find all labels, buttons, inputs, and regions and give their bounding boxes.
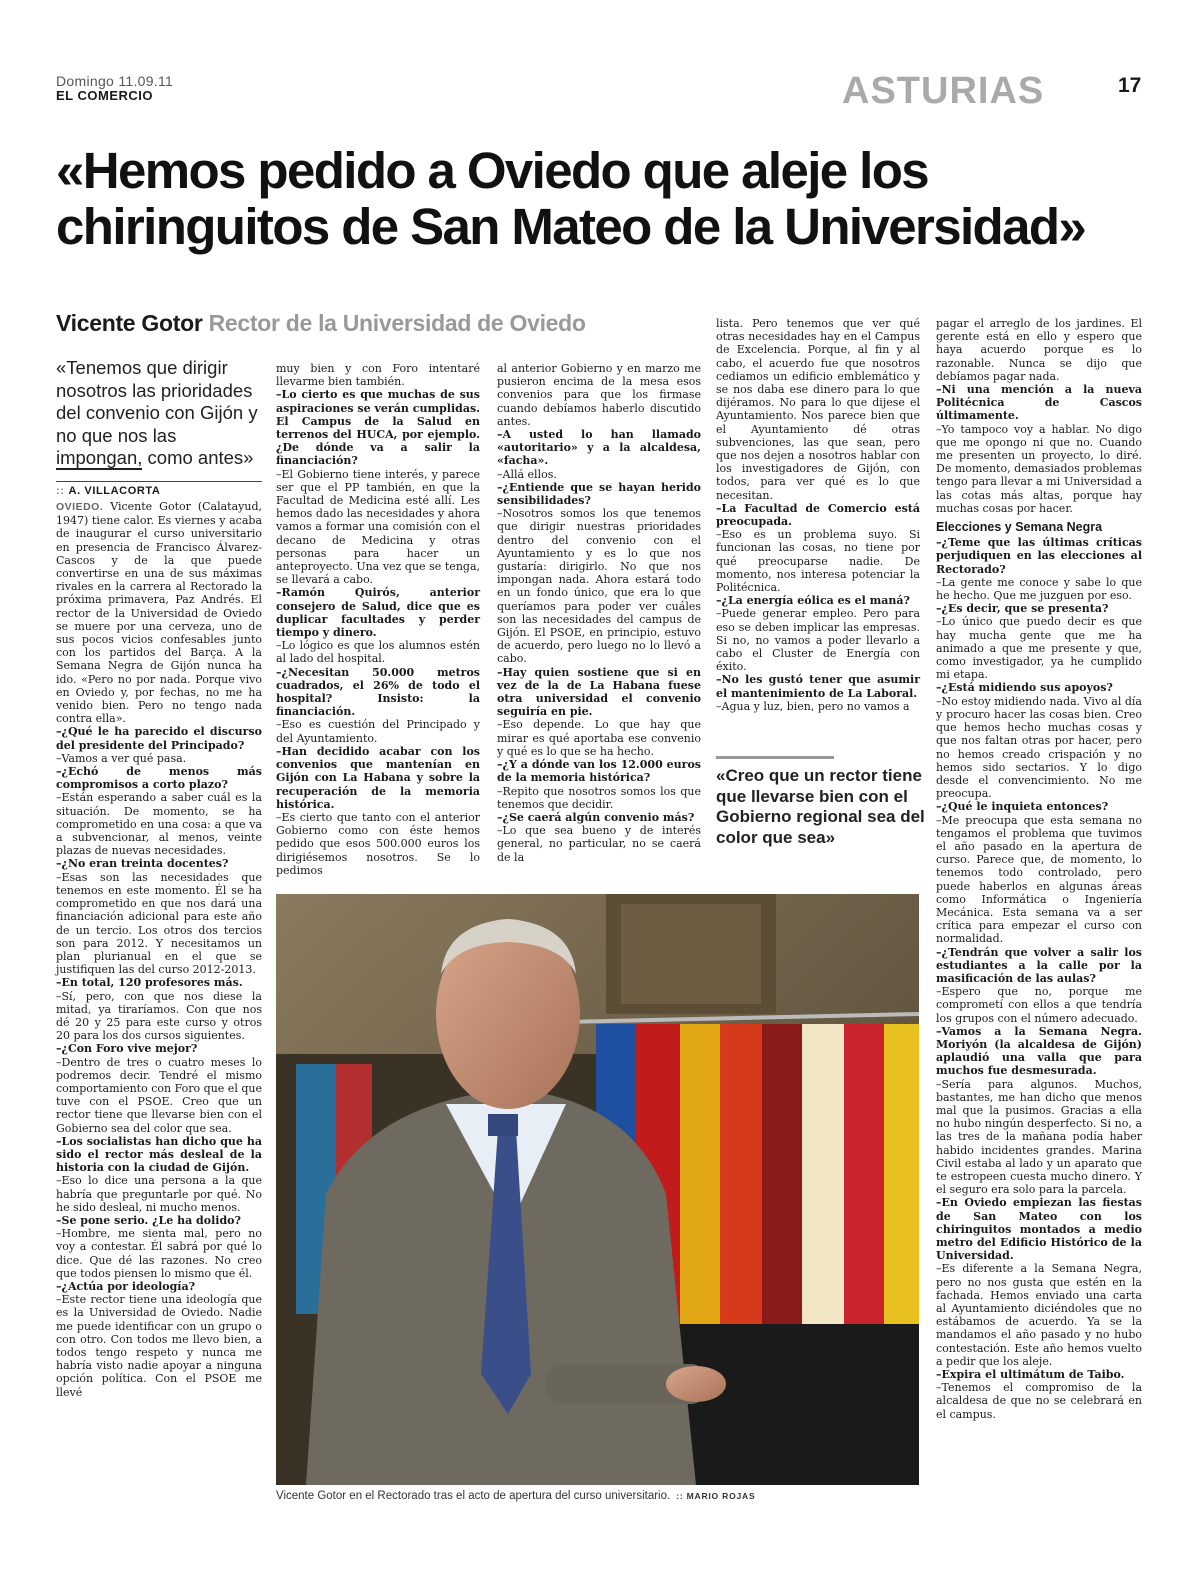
interview-paragraph: –Lo que sea bueno y de interés general, no particular, no se caerá de la (497, 824, 701, 864)
photo-caption (276, 1490, 919, 1502)
interview-paragraph: –Tenemos el compromiso de la alcaldesa de que no se celebrará en el campus. (936, 1381, 1142, 1421)
interview-question: –¿Qué le inquieta entonces? (936, 800, 1109, 814)
interview-paragraph: –Nosotros somos los que tenemos que dirigir nuestras prioridades dentro del convenio con el Ayuntamiento y es lo que nos gustaría: dirigirlo. No que nos impongan nada. Ahora estará todo en un fondo único, que era lo que queríamos para poder ver cuáles son las necesidades del campus de Gijón. El PSOE, en principio, estuvo de acuerdo, pero luego no lo llevó a cabo. (497, 507, 701, 666)
interview-paragraph: –Es cierto que tanto con el anterior Gobierno como con éste hemos pedido que esos 500.000 euros los dirigiésemos nosotros. Se lo pedimos (276, 810, 480, 877)
interview-paragraph: –Yo tampoco voy a hablar. No digo que me opongo ni que no. Cuando me presenten un proyecto, lo diré. De momento, demasiados problemas tengo para llevar a mi Universidad a las cotas más altas, porque hay muchas cosas por hacer. (936, 422, 1142, 515)
interview-question: –¿Echó de menos más compromisos a corto plazo? (56, 765, 262, 792)
interview-question: –En Oviedo empiezan las fiestas de San Mateo con los chiringuitos montados a medio metro del Edificio Histórico de la Universidad. (936, 1196, 1142, 1263)
interview-paragraph: –Eso lo dice una persona a la que habría que preguntarle por qué. No he sido desleal, ni mucho menos. (56, 1174, 262, 1214)
caption-text: Vicente Gotor en el Rectorado tras el acto de apertura del curso universitario. (276, 1490, 671, 1502)
interview-question: –¿Teme que las últimas críticas perjudiquen en las elecciones al Rectorado? (936, 536, 1142, 576)
interview-question: –Han decidido acabar con los convenios que mantenían en Gijón con La Habana y sobre la recuperación de la memoria histórica. (276, 744, 480, 811)
photo-credit (676, 1491, 755, 1501)
interview-question: –Los socialistas han dicho que ha sido el rector más desleal de la historia con la ciudad de Gijón. (56, 1134, 262, 1175)
dateline-city: OVIEDO. (56, 501, 104, 513)
article-column-2 (276, 362, 480, 877)
interview-paragraph: –Espero que no, porque me comprometí con ellos a que tendría los grupos con el número adecuado. (936, 985, 1142, 1025)
interview-paragraph: –La gente me conoce y sabe lo que he hecho. Que me juzguen por eso. (936, 575, 1142, 603)
interview-question: –La Facultad de Comercio está preocupada. (716, 501, 920, 529)
interview-paragraph: –Sería para algunos. Muchos, bastantes, me han dicho que menos mal que la pusimos. Gracias a ella no hubo ningún desperfecto. Si no, a las tres de la mañana podía haber habido incidentes grandes. Marina Civil estaba al lado y un aparato que te estropeen cuesta mucho dinero. Y el seguro era solo para la parcela. (936, 1077, 1142, 1197)
interview-question: –¿Entiende que se hayan herido sensibilidades? (497, 480, 701, 508)
headline: «Hemos pedido a Oviedo que aleje los chiringuitos de San Mateo de la Universidad» (56, 142, 1086, 255)
interview-paragraph: –Vamos a ver qué pasa. (56, 751, 187, 765)
interview-question: –Ni una mención a la nueva Politécnica de Cascos últimamente. (936, 383, 1142, 423)
interview-paragraph: –Esas son las necesidades que tenemos en este momento. Él se ha comprometido en que nos dará una financiación adicional para este año de un tercio. Los otros dos tercios son para 2012. Y necesitamos un plan plurianual en el que se justifiquen las del curso 2012-2013. (56, 870, 262, 977)
issue-date: Domingo 11.09.11 (56, 73, 174, 89)
interview-paragraph: –Dentro de tres o cuatro meses lo podremos decir. Tendré el mismo comportamiento con Foro que el que tuve con el PSOE. Creo que un rector tiene que llevarse bien con el Gobierno sea del color que sea. (56, 1055, 262, 1135)
interview-question: –¿Necesitan 50.000 metros cuadrados, el 26% de todo el hospital? Insisto: la financiación. (276, 665, 480, 719)
interviewee-role: Rector de la Universidad de Oviedo (208, 310, 586, 336)
article-column-5 (936, 317, 1142, 1421)
rector-photo (276, 894, 919, 1485)
interview-question: –Vamos a la Semana Negra. Moriyón (la alcaldesa de Gijón) aplaudió una valla que para muchos fue desmesurada. (936, 1024, 1142, 1078)
interview-paragraph: –Este rector tiene una ideología que es la Universidad de Oviedo. Nadie me puede identificar con un grupo o con otro. Con todos me llevo bien, a todos tengo respeto y nunca me habría visto nadie apoyar a ninguna opción política. Con el PSOE me llevé (56, 1293, 262, 1399)
interview-paragraph (56, 500, 262, 725)
interview-question: –Lo cierto es que muchas de sus aspiraciones se verán cumplidas. El Campus de la Salud en terrenos del HUCA, por ejemplo. ¿De dónde va a salir la financiación? (276, 388, 480, 468)
interview-paragraph: –Eso es un problema suyo. Si funcionan las cosas, no tiene por qué preocuparse nadie. De momento, nos interesa potenciar la Politécnica. (716, 528, 920, 595)
credit-name: MARIO ROJAS (686, 1491, 756, 1501)
interview-question: –Se pone serio. ¿Le ha dolido? (56, 1213, 241, 1227)
pull-quote-secondary: «Creo que un rector tiene que llevarse bien con el Gobierno regional sea del color que sea» (716, 766, 925, 847)
interview-question: –En total, 120 profesores más. (56, 976, 243, 990)
interview-question: –A usted lo han llamado «autoritario» y a la alcaldesa, «facha». (497, 428, 701, 468)
subheading: Elecciones y Semana Negra (936, 520, 1103, 535)
pull-quote (56, 357, 262, 470)
article-column-1 (56, 500, 262, 1399)
interview-paragraph: –Agua y luz, bien, pero no vamos a (716, 699, 910, 713)
author-dots: :: (56, 485, 65, 497)
interview-question: –¿Se caerá algún convenio más? (497, 810, 695, 824)
interview-paragraph: muy bien y con Foro intentaré llevarme bien también. (276, 362, 480, 389)
interview-question: –¿Es decir, que se presenta? (936, 602, 1109, 616)
interview-paragraph: –Es diferente a la Semana Negra, pero no nos gusta que estén en la fachada. Hemos enviado una carta al Ayuntamiento diciéndoles que no estábamos de acuerdo. Ya se la mandamos el año pasado y no hubo contestación. Este año hemos vuelto a pedir que los aleje. (936, 1262, 1142, 1368)
credit-dots: :: (676, 1491, 684, 1501)
interview-question: –¿No eran treinta docentes? (56, 857, 229, 871)
interview-paragraph: –Repito que nosotros somos los que tenemos que decidir. (497, 784, 701, 811)
byline (56, 310, 586, 337)
paragraph-text: Vicente Gotor (Calatayud, 1947) tiene calor. Es viernes y acaba de inaugurar el curso universitario en presencia de Francisco Álvarez-Cascos y de la que puede convertirse en una de sus máximas rivales en la carrera al Rectorado la próxima primavera, Paz Andrés. El rector de la Universidad de Oviedo se muere por una cerveza, uno de sus pocos vicios confesables junto con los partidos del Barça. A la Semana Negra de Gijón nunca ha ido. «Pero no por nada. Porque vivo en Oviedo y, por fechas, no me ha venido bien. Pero no tengo nada contra ella». (56, 500, 262, 726)
interview-paragraph: –Eso depende. Lo que hay que mirar es qué aportaba ese convenio y qué es lo que se ha hecho. (497, 718, 701, 758)
interview-paragraph: –Puede generar empleo. Pero para eso se deben implicar las empresas. Si no, no vamos a poder llevarlo a cabo el Cluster de Energía con éxito. (716, 607, 920, 674)
interview-paragraph: –Allá ellos. (497, 467, 557, 481)
interviewee-name: Vicente Gotor (56, 310, 203, 336)
author-name: A. VILLACORTA (68, 485, 161, 497)
interview-question: –¿Y a dónde van los 12.000 euros de la memoria histórica? (497, 758, 701, 785)
interview-question: –No les gustó tener que asumir el mantenimiento de La Laboral. (716, 673, 920, 700)
interview-paragraph: –Sí, pero, con que nos diese la mitad, ya tiraríamos. Con que nos dé 20 y 25 para este curso y otros 20 para los dos cursos siguientes. (56, 989, 262, 1043)
interview-question: –¿Está midiendo sus apoyos? (936, 681, 1113, 695)
article-column-3 (497, 362, 701, 864)
page-number: 17 (1118, 74, 1142, 97)
pull-quote-underlined: impongan, (56, 447, 143, 468)
interview-question: –Ramón Quirós, anterior consejero de Salud, dice que es duplicar facultades y perder tiempo y dinero. (276, 586, 480, 640)
interview-paragraph: –Eso es cuestión del Principado y del Ayuntamiento. (276, 718, 480, 745)
interview-paragraph: –El Gobierno tiene interés, y parece ser que el PP también, en que la Facultad de Medicina esté allí. Les hemos dado las necesidades y ahora vamos a formar una comisión con el decano de Medicina y otras personas para hacer un anteproyecto. Una vez que se tenga, se llevará a cabo. (276, 467, 480, 587)
pull-quote-rule (716, 756, 834, 759)
newspaper-name: EL COMERCIO (56, 88, 153, 103)
section-title: ASTURIAS (842, 70, 1045, 112)
interview-paragraph: pagar el arreglo de los jardines. El gerente está en ello y espero que haya acuerdo porque es lo razonable. Nunca se dijo que debíamos pagar nada. (936, 317, 1142, 383)
interview-paragraph: –Hombre, me sienta mal, pero no voy a contestar. Él sabrá por qué lo dice. Que dé las razones. No creo que todos piensen lo mismo que él. (56, 1227, 262, 1280)
interview-paragraph: lista. Pero tenemos que ver qué otras necesidades hay en el Campus de Excelencia. Porque, al fin y al cabo, el acuerdo fue que nosotros cediamos un edificio emblemático y se nos daba ese dinero para lo que dijéramos. No para lo que dijese el Ayuntamiento. Nos parece bien que el Ayuntamiento dé otras subvenciones, las que sean, pero que nos dejen a nosotros hablar con los investigadores de Gijón, con todos, para ver qué es lo que necesitan. (716, 317, 920, 502)
interview-paragraph: al anterior Gobierno y en marzo me pusieron encima de la mesa esos convenios para que los firmase cuando debíamos haberlo discutido antes. (497, 362, 701, 428)
article-column-4 (716, 317, 920, 713)
interview-paragraph: –Me preocupa que esta semana no tengamos el problema que tuvimos el año pasado en la apertura de curso. Parece que, de momento, lo tenemos todo controlado, pero puede haberlos en algunas áreas como Informática o Ingeniería Mecánica. Esta semana va a ser crítica para empezar el curso con normalidad. (936, 813, 1142, 946)
interview-paragraph: –Lo único que puedo decir es que hay mucha gente que me ha animado a que me presente y que, como investigador, ya he cumplido mi etapa. (936, 615, 1142, 682)
pull-quote-text-end: como antes» (142, 447, 254, 468)
interview-question: –¿La energía eólica es el maná? (716, 594, 910, 608)
pull-quote-text: «Tenemos que dirigir nosotros las prioridades del convenio con Gijón y no que nos las (56, 357, 258, 446)
interview-question: –Expira el ultimátum de Taibo. (936, 1368, 1125, 1382)
interview-question: –¿Tendrán que volver a salir los estudiantes a la calle por la masificación de las aulas? (936, 945, 1142, 985)
interview-question: –Hay quien sostiene que si en vez de la de La Habana fuese otra universidad el convenio seguiría en pie. (497, 665, 701, 719)
interview-paragraph: –Están esperando a saber cuál es la situación. De momento, se ha comprometido en una cosa: a que va a subvencionar, al menos, veinte plazas de nuevas necesidades. (56, 791, 262, 858)
interview-question: –¿Qué le ha parecido el discurso del presidente del Principado? (56, 725, 262, 752)
interview-question: –¿Actúa por ideología? (56, 1279, 196, 1293)
interview-paragraph: –No estoy midiendo nada. Vivo al día y procuro hacer las cosas bien. Creo que hemos hecho muchas cosas y que nos faltan otras por hacer, pero no hemos creado crispación y no hemos sido sectarios. Y lo digo desde el convencimiento. No me preocupa. (936, 694, 1142, 801)
interview-question: –¿Con Foro vive mejor? (56, 1042, 198, 1056)
interview-paragraph: –Lo lógico es que los alumnos estén al lado del hospital. (276, 639, 480, 666)
author-credit (56, 481, 262, 497)
